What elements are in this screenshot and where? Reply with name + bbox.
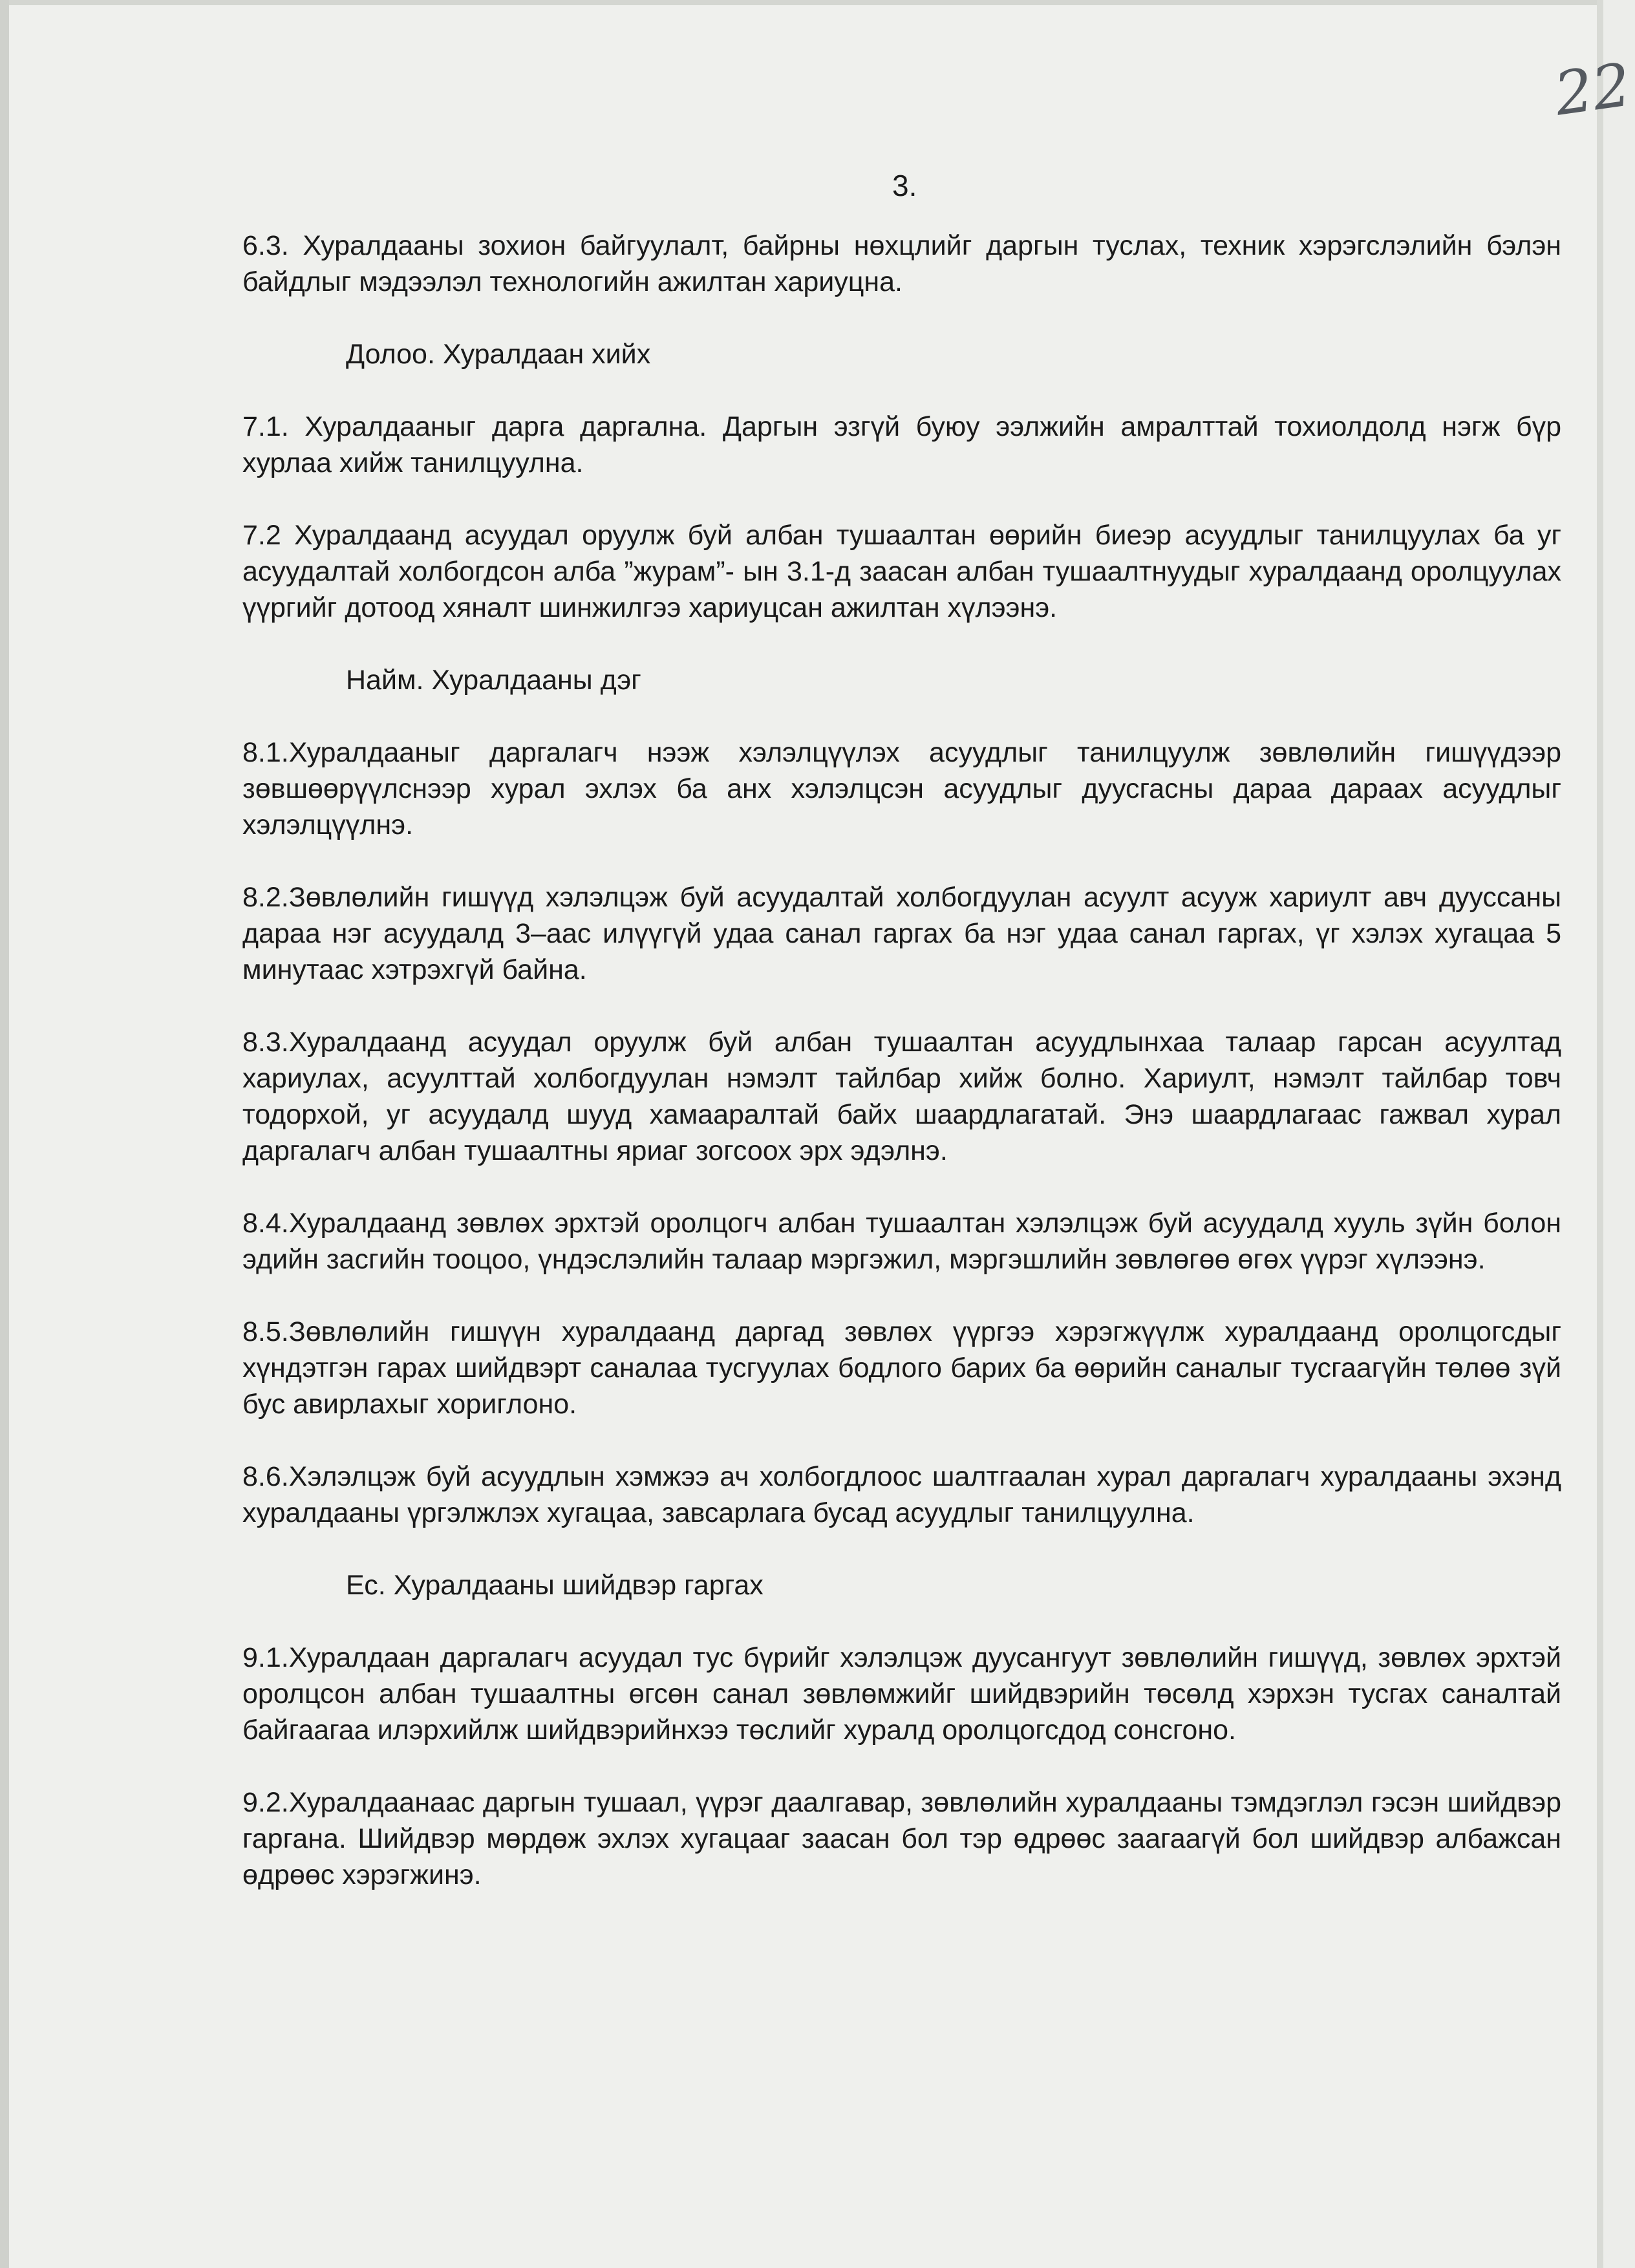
paragraph-6-3: 6.3. Хуралдааны зохион байгуулалт, байрны нөхцлийг даргын туслах, техник хэрэгслэлийн бэлэн байдлыг мэдээлэл технологийн ажилтан хариуцна. [242,230,1561,297]
paragraph-8-4: 8.4.Хуралдаанд зөвлөх эрхтэй оролцогч албан тушаалтан хэлэлцэж буй асуудалд хууль зүйн болон эдийн засгийн тооцоо, үндэслэлийн талаар мэргэжил, мэргэшлийн зөвлөгөө өгөх үүрэг хүлээнэ. [242,1208,1561,1275]
paragraph-7-1: 7.1. Хуралдааныг дарга даргална. Даргын эзгүй буюу ээлжийн амралттай тохиолдолд нэгж бүр хурлаа хийж танилцуулна. [242,411,1561,478]
page-number: 3. [892,169,917,202]
handwritten-folio-number: 22 [1550,50,1635,129]
scan-edge-top [0,0,1603,5]
document-body [242,228,1561,1929]
scan-edge-right [1597,0,1603,2268]
paragraph-9-1: 9.1.Хуралдаан даргалагч асуудал тус бүрийг хэлэлцэж дуусангуут зөвлөлийн гишүүд, зөвлөх эрхтэй оролцсон албан тушаалтны өгсөн санал зөвлөмжийг шийдвэрийн төсөлд хэрхэн тусгах саналтай байгаагаа илэрхийлж шийдвэрийнхээ төслийг хуралд оролцогсдод сонсгоно. [242,1642,1561,1746]
paragraph-8-1: 8.1.Хуралдааныг даргалагч нээж хэлэлцүүлэх асуудлыг танилцуулж зөвлөлийн гишүүдээр зөвшөөрүүлснээр хурал эхлэх ба анх хэлэлцсэн асуудлыг дуусгасны дараа дараах асуудлыг хэлэлцүүлнэ. [242,737,1561,840]
paragraph-7-2: 7.2 Хуралдаанд асуудал оруулж буй албан тушаалтан өөрийн биеэр асуудлыг танилцуулах ба уг асуудалтай холбогдсон алба ”журам”- ын 3.1-д заасан албан тушаалтнуудыг хуралдаанд оролцуулах үүргийг дотоод хяналт шинжилгээ хариуцсан ажилтан хүлээнэ. [242,520,1561,623]
paragraph-9-2: 9.2.Хуралдаанаас даргын тушаал, үүрэг даалгавар, зөвлөлийн хуралдааны тэмдэглэл гэсэн шийдвэр гаргана. Шийдвэр мөрдөж эхлэх хугацааг заасан бол тэр өдрөөс заагаагүй бол шийдвэр албажсан өдрөөс хэрэгжинэ. [242,1787,1561,1890]
paragraph-8-3: 8.3.Хуралдаанд асуудал оруулж буй албан тушаалтан асуудлынхаа талаар гарсан асуултад хариулах, асуулттай холбогдуулан нэмэлт тайлбар хийж болно. Хариулт, нэмэлт тайлбар товч тодорхой, уг асуудалд шууд хамааралтай байх шаардлагатай. Энэ шаардлагаас гажвал хурал даргалагч албан тушаалтны яриаг зогсоох эрх эдэлнэ. [242,1027,1561,1166]
section-heading-9: Ес. Хуралдааны шийдвэр гаргах [346,1570,764,1601]
section-heading-8: Найм. Хуралдааны дэг [346,665,641,696]
paragraph-8-5: 8.5.Зөвлөлийн гишүүн хуралдаанд даргад зөвлөх үүргээ хэрэгжүүлж хуралдаанд оролцогсдыг хүндэтгэн гарах шийдвэрт саналаа тусгуулах бодлого барих ба өөрийн саналыг тусгаагүйн төлөө зүй бус авирлахыг хориглоно. [242,1316,1561,1420]
paragraph-8-2: 8.2.Зөвлөлийн гишүүд хэлэлцэж буй асуудалтай холбогдуулан асуулт асууж хариулт авч дууссаны дараа нэг асуудалд 3–аас илүүгүй удаа санал гаргах ба нэг удаа санал гаргах, үг хэлэх хугацаа 5 минутаас хэтрэхгүй байна. [242,882,1561,985]
paragraph-8-6: 8.6.Хэлэлцэж буй асуудлын хэмжээ ач холбогдлоос шалтгаалан хурал даргалагч хуралдааны эхэнд хуралдааны үргэлжлэх хугацаа, завсарлага бусад асуудлыг танилцуулна. [242,1461,1561,1528]
scan-edge-left [0,0,9,2268]
section-heading-7: Долоо. Хуралдаан хийх [346,339,651,370]
